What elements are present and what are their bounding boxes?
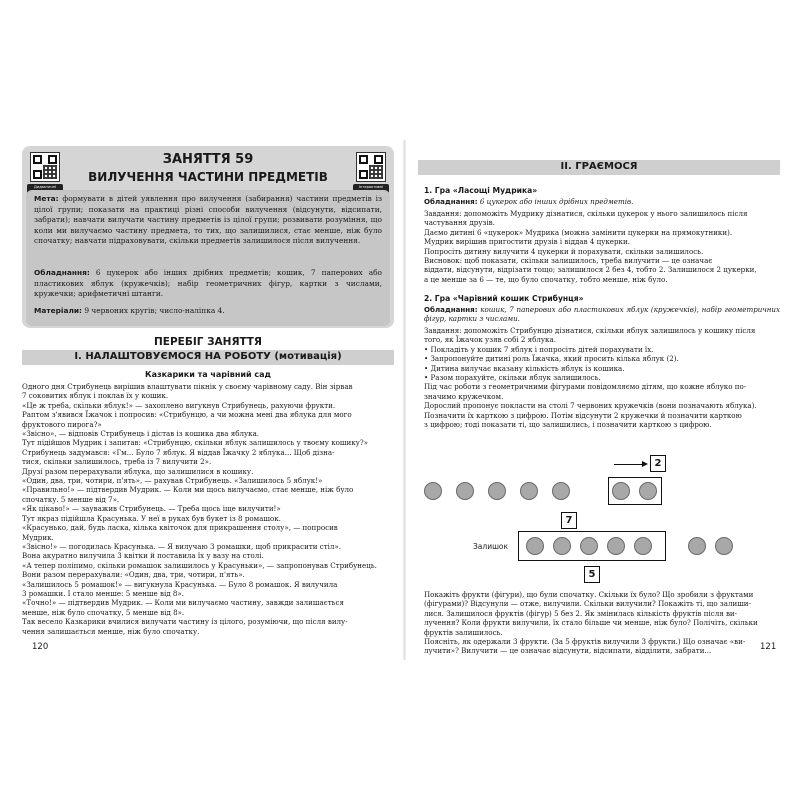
remain-label: Залишок: [473, 542, 509, 551]
text-line: Висновок: щоб показати, скільки залишилось, треба вилучити — це означає: [424, 256, 713, 266]
text-line: частування друзів.: [424, 218, 495, 228]
game1-title: 1. Гра «Ласощі Мудрика»: [424, 186, 538, 195]
text-line: «А тепер поліпимо, скільки ромашок залишилось у Красуньки», — запропонував Стрибунець.: [22, 560, 377, 570]
game1-equipment-label: Обладнання:: [424, 197, 478, 206]
text-line: 7 соковитих яблук і поклав їх у кошик.: [22, 391, 169, 401]
arrow-head-icon: [642, 461, 648, 467]
text-line: Під час роботи з геометричними фігурами повідомляємо дітям, що кожне яблуко по-: [424, 382, 747, 392]
text-line: того, як Їжачок узяв собі 2 яблука.: [424, 335, 556, 345]
text-line: лися. Залишилося фруктів (фігур) 5 без 2. Як змінилась кількість фруктів після ви-: [424, 608, 738, 618]
game1-equipment: [424, 197, 780, 206]
text-line: з цифрою; тоді показати ті, що залишились, і позначити карткою з цифрою.: [424, 420, 712, 430]
lesson-info-panel: [26, 190, 390, 326]
text-line: • Дитина вилучає вказану кількість яблук із кошика.: [424, 363, 625, 373]
text-line: 3 ромашки. І стало менше: 5 менше від 8».: [22, 588, 184, 598]
text-line: а це менше за 6 — те, що було спочатку, тобто менше, ніж було.: [424, 274, 668, 284]
qr-left-label: Дидактичні: [27, 184, 63, 196]
qr-code-icon[interactable]: [30, 152, 60, 182]
goal-label: Мета:: [34, 194, 59, 203]
section1-heading: І. НАЛАШТОВУЄМОСЯ НА РОБОТУ (мотивація): [74, 351, 342, 362]
section2-heading: ІІ. ГРАЄМОСЯ: [560, 161, 638, 172]
text-line: лучення? Коли фрукти вилучили, їх стало більше чи менше, ніж було? Полічіть, скільки: [424, 618, 758, 628]
text-line: (фігурами)? Відсунули — отже, вилучили. Скільки вилучили? Покажіть ті, що залиши-: [424, 599, 751, 609]
goal-paragraph: [34, 194, 382, 247]
lesson-header-box: [22, 146, 394, 328]
text-line: значимо кружечком.: [424, 391, 504, 401]
qr-right-label: Інтерактивні: [353, 184, 389, 196]
text-line: Тут якраз підійшла Красунька. У неї в руках був букет із 8 ромашок.: [22, 513, 281, 523]
apple-circle: [580, 537, 598, 555]
right-page: [418, 146, 780, 656]
text-line: • Разом порахуйте, скільки яблук залишилось.: [424, 373, 601, 383]
text-line: Вона акуратно вилучила 3 квітки й поставила їх у вазу на столі.: [22, 551, 264, 561]
apple-circle: [488, 482, 506, 500]
number-card-top: 2: [650, 455, 666, 472]
text-line: чення залишається менше, ніж було спочатку.: [22, 626, 200, 636]
text-line: «Як цікаво!» — зауважив Стрибунець. — Треба щось іще вилучити!»: [22, 504, 281, 514]
text-line: Попросіть дитину вилучити 4 цукерки й порахувати, скільки залишилось.: [424, 246, 704, 256]
text-line: «Звісно», — відповів Стрибунець і дістав із кошика два яблука.: [22, 429, 260, 439]
text-line: «Правильно!» — підтвердив Мудрик. — Коли ми щось вилучаємо, стає менше, ніж було: [22, 485, 354, 495]
text-line: фруктів залишилось.: [424, 627, 503, 637]
materials-text: 9 червоних кругів; число-наліпка 4.: [84, 306, 225, 315]
page-number: 120: [32, 642, 49, 652]
course-heading: ПЕРЕБІГ ЗАНЯТТЯ: [154, 336, 262, 348]
book-gutter: [403, 140, 406, 660]
lesson-title: ВИЛУЧЕННЯ ЧАСТИНИ ПРЕДМЕТІВ: [88, 170, 328, 184]
text-line: Позначити їх карткою з цифрою. Потім відсунути 2 кружечки й позначити карткою: [424, 410, 742, 420]
equipment-label: Обладнання:: [34, 268, 90, 277]
apple-circle: [634, 537, 652, 555]
text-line: Друзі разом перерахували яблука, що залишилися в кошику.: [22, 466, 254, 476]
text-line: Завдання: допоможіть Стрибунцю дізнатися, скільки яблук залишилось у кошику після: [424, 326, 756, 335]
text-line: лучити»? Вилучити — це означає відсунути, відсипати, відділити, забрати...: [424, 646, 712, 656]
apple-circle: [456, 482, 474, 500]
text-line: Завдання: допоможіть Мудрику дізнатися, скільки цукерок у нього залишилось після: [424, 209, 748, 218]
game2-equipment-label: Обладнання:: [424, 305, 478, 314]
qr-code-icon[interactable]: [356, 152, 386, 182]
equipment-paragraph: [34, 268, 382, 300]
story-text: [22, 382, 394, 636]
text-line: • Запропонуйте дитині роль Їжачка, який просить кілька яблук (2).: [424, 354, 679, 364]
game2-equipment-text: кошик, 7 паперових або пластикових яблук (кружечків), набір геометричних фігур, картки з числами.: [424, 305, 780, 324]
game1-text: [424, 209, 780, 284]
text-line: менше, ніж було спочатку, 5 менше від 8».: [22, 607, 185, 617]
left-page: [22, 146, 394, 652]
text-line: «Залишилось 5 ромашок!» — вигукнула Красунька. — Було 8 ромашок. Я вилучила: [22, 579, 338, 589]
apple-circle: [715, 537, 733, 555]
text-line: Раптом з'явився Їжачок і попросив: «Стрибунцю, а чи можна мені два яблука для мого: [22, 410, 352, 420]
text-line: «Звісно!» — погодилась Красунька. — Я вилучаю 3 ромашки, щоб прикрасити стіл».: [22, 541, 342, 551]
lesson-number: ЗАНЯТТЯ 59: [162, 152, 254, 167]
text-line: Стрибунець задумався: «Гм... Було 7 яблук. Я віддав Їжачку 2 яблука... Щоб дізна-: [22, 447, 335, 457]
text-line: «Це ж треба, скільки яблук!» — захоплено вигукнув Стрибунець, рахуючи фрукти.: [22, 400, 336, 410]
text-line: Даємо дитині 6 «цукерок» Мудрика (можна замінити цукерки на прямокутники).: [424, 227, 733, 237]
materials-paragraph: [34, 306, 382, 317]
text-line: Дорослий пропонує покласти на столі 7 червоних кружечків (вони позначають яблука).: [424, 401, 757, 411]
text-line: Так весело Казкарики вчилися вилучати частину із цілого, розуміючи, що після вилу-: [22, 617, 348, 627]
text-line: тися, скільки залишилось, треба із 7 вилучити 2».: [22, 457, 212, 467]
number-card-mid: 7: [561, 512, 577, 529]
apple-circle: [552, 482, 570, 500]
text-line: Тут підійшов Мудрик і запитав: «Стрибунцю, скільки яблук залишилось у твоєму кошику?»: [22, 438, 368, 448]
game2-text: [424, 326, 780, 429]
apple-circle: [520, 482, 538, 500]
text-line: • Покладіть у кошик 7 яблук і попросіть дітей порахувати їх.: [424, 344, 654, 354]
apple-circle: [688, 537, 706, 555]
apple-circle: [607, 537, 625, 555]
story-title: Казкарики та чарівний сад: [145, 370, 271, 379]
text-line: спочатку. 5 менше від 7».: [22, 494, 120, 504]
text-line: віддати, відсунути, відрізати тощо; залишилося 2 без 4, тобто 2. Залишилося 2 цукерки,: [424, 265, 757, 275]
page-number: 121: [760, 642, 777, 652]
materials-label: Матеріали:: [34, 306, 82, 315]
game1-equipment-text: 6 цукерок або інших дрібних предметів.: [479, 197, 634, 206]
text-line: Мудрик вирішив пригостити друзів і віддав 4 цукерки.: [424, 237, 630, 247]
text-line: «Точно!» — підтвердив Мудрик. — Коли ми вилучаємо частину, завжди залишається: [22, 598, 344, 608]
apple-circle: [553, 537, 571, 555]
text-line: Мудрик.: [22, 532, 54, 542]
text-line: Поясніть, як одержали 3 фрукти. (За 5 фруктів вилучили 3 фрукти.) Що означає «ви-: [424, 637, 746, 647]
goal-text: формувати в дітей уявлення про вилучення (забирання) частини предметів із цілої групи; показати на практиці різні способи вилучення (відсунути, відсипати, забрати); навчати вилучати частину предметів із цілої групи; розвивати розуміння, що коли ми вилучаємо частину предмета, то тих, що залишилися, стає менше, ніж було спочатку; навчати підраховувати, скільки предметів залишилося після вилучення.: [34, 194, 382, 246]
apple-circle: [639, 482, 657, 500]
text-line: Одного дня Стрибунець вирішив влаштувати пікнік у своєму чарівному саду. Він зірвав: [22, 382, 353, 391]
game2-equipment: [424, 305, 780, 324]
arrow-line: [614, 464, 644, 465]
number-card-bottom: 5: [584, 566, 600, 583]
text-line: Покажіть фрукти (фігури), що були спочатку. Скільки їх було? Що зробили з фруктами: [424, 590, 754, 599]
text-line: Вони разом перерахували: «Один, два, три, чотири, п'ять».: [22, 570, 245, 580]
text-line: фруктового пирога?»: [22, 419, 102, 429]
text-line: «Один, два, три, чотири, п'ять», — рахував Стрибунець. «Залишилось 5 яблук!»: [22, 476, 323, 486]
game2-title: 2. Гра «Чарівний кошик Стрибунця»: [424, 294, 584, 303]
discussion-text: [424, 590, 780, 656]
text-line: «Красунько, дай, будь ласка, кілька квіточок для прикрашення столу», — попросив: [22, 523, 338, 533]
apple-circle: [526, 537, 544, 555]
apple-circle: [424, 482, 442, 500]
equipment-text: 6 цукерок або інших дрібних предметів; кошик, 7 паперових або пластикових яблук (кружечків); набір геометричних фігур, картки з числами, кружечки; арифметичні штанги.: [34, 268, 382, 299]
apple-circle: [612, 482, 630, 500]
